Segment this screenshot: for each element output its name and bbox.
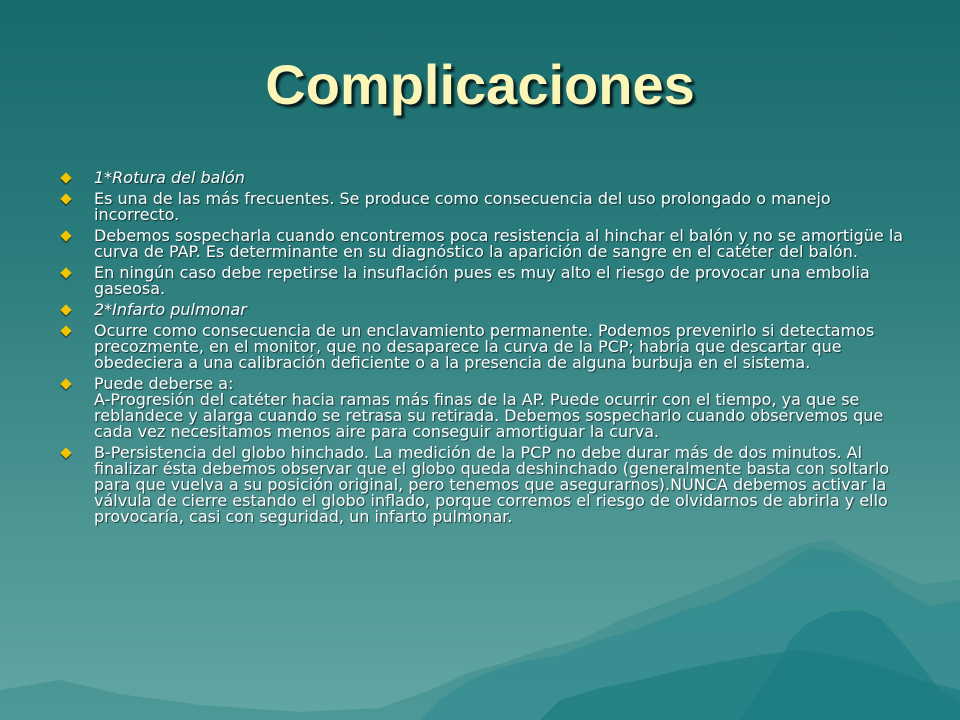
bullet-list: [56, 170, 916, 530]
bullet-text: Ocurre como consecuencia de un enclavamiento permanente. Podemos prevenirlo si detectamos precozmente, en el monitor, que no desaparece la curva de la PCP; habría que descartar que obedeciera a una calibración deficiente o a la presencia de alguna burbuja en el sistema.: [94, 321, 875, 372]
diamond-bullet-icon: [60, 378, 71, 389]
diamond-bullet-icon: [60, 193, 71, 204]
bullet-item: [56, 191, 916, 223]
slide-title: Complicaciones: [265, 53, 695, 116]
bullet-item: [56, 265, 916, 297]
bullet-item: [56, 323, 916, 371]
diamond-bullet-icon: [60, 267, 71, 278]
bullet-item: [56, 376, 916, 440]
diamond-bullet-icon: [60, 325, 71, 336]
bullet-text: En ningún caso debe repetirse la insuflación pues es muy alto el riesgo de provocar una embolia gaseosa.: [94, 263, 870, 298]
bullet-text: Es una de las más frecuentes. Se produce como consecuencia del uso prolongado o manejo incorrecto.: [94, 189, 831, 224]
bullet-item: [56, 302, 916, 318]
bullet-item: [56, 170, 916, 186]
bullet-text: A-Progresión del catéter hacia ramas más finas de la AP. Puede ocurrir con el tiempo, ya que se reblandece y alarga cuando se retrasa su retirada. Debemos sospecharlo cuando observemos que cada vez necesitamos menos aire para conseguir amortiguar la curva.: [94, 390, 884, 441]
bullet-text: Debemos sospecharla cuando encontremos poca resistencia al hinchar el balón y no se amortigüe la curva de PAP. Es determinante en su diagnóstico la aparición de sangre en el catéter del balón.: [94, 226, 904, 261]
diamond-bullet-icon: [60, 172, 71, 183]
bullet-text: 2*Infarto pulmonar: [94, 300, 247, 319]
diamond-bullet-icon: [60, 447, 71, 458]
bullet-text: B-Persistencia del globo hinchado. La medición de la PCP no debe durar más de dos minutos. Al finalizar ésta debemos observar que el globo queda deshinchado (generalmente basta con soltarlo para que vuelva a su posición original, pero tenemos que asegurarnos).NUNCA debemos activar la válvula de cierre estando el globo inflado, porque corremos el riesgo de olvidarnos de abrirla y ello provocaría, casi con seguridad, un infarto pulmonar.: [94, 443, 890, 526]
diamond-bullet-icon: [60, 304, 71, 315]
diamond-bullet-icon: [60, 230, 71, 241]
bullet-text: Puede deberse a:: [94, 374, 234, 393]
bullet-text: 1*Rotura del balón: [94, 168, 245, 187]
bullet-item: [56, 228, 916, 260]
bullet-item: [56, 445, 916, 525]
